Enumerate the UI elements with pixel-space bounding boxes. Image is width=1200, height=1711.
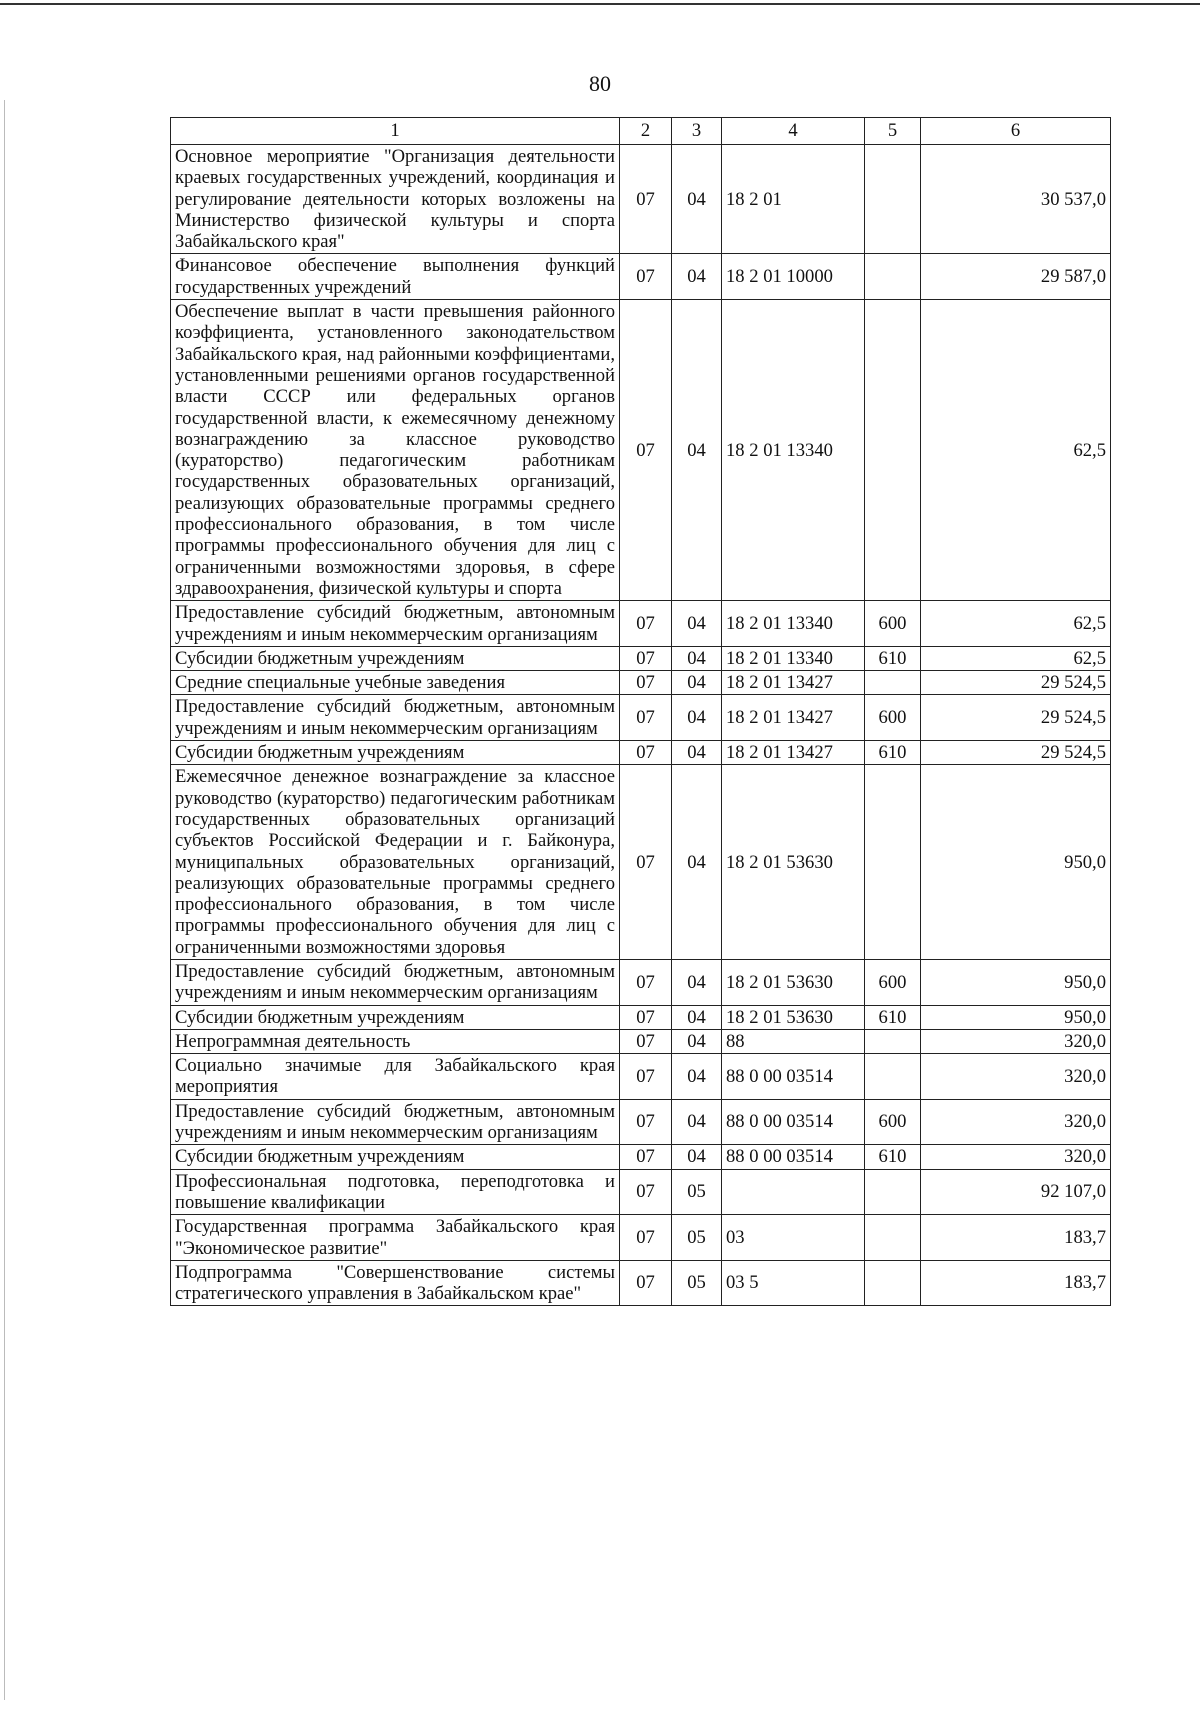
row-amount: 950,0 bbox=[921, 959, 1111, 1005]
row-subsection: 04 bbox=[672, 601, 722, 647]
row-target-code: 18 2 01 13427 bbox=[722, 671, 865, 695]
row-subsection: 04 bbox=[672, 145, 722, 254]
table-row bbox=[171, 646, 1111, 670]
row-amount: 183,7 bbox=[921, 1215, 1111, 1261]
row-section: 07 bbox=[620, 1260, 672, 1306]
row-target-code: 88 0 00 03514 bbox=[722, 1054, 865, 1100]
table-row bbox=[171, 1099, 1111, 1145]
row-amount: 62,5 bbox=[921, 601, 1111, 647]
row-subsection: 04 bbox=[672, 959, 722, 1005]
row-name: Предоставление субсидий бюджетным, автономным учреждениям и иным некоммерческим организациям bbox=[171, 959, 620, 1005]
row-amount: 30 537,0 bbox=[921, 145, 1111, 254]
header-col-3: 3 bbox=[672, 118, 722, 145]
row-amount: 29 524,5 bbox=[921, 695, 1111, 741]
row-section: 07 bbox=[620, 646, 672, 670]
row-section: 07 bbox=[620, 765, 672, 960]
row-subsection: 04 bbox=[672, 1029, 722, 1053]
row-name: Субсидии бюджетным учреждениям bbox=[171, 646, 620, 670]
row-section: 07 bbox=[620, 1215, 672, 1261]
table-row bbox=[171, 741, 1111, 765]
table-row bbox=[171, 1029, 1111, 1053]
row-target-code: 18 2 01 13427 bbox=[722, 741, 865, 765]
row-amount: 950,0 bbox=[921, 1005, 1111, 1029]
row-subsection: 04 bbox=[672, 695, 722, 741]
row-name: Ежемесячное денежное вознаграждение за классное руководство (кураторство) педагогическим работникам государственных образовательных организаций субъектов Российской Федерации и г. Байконура, муниципальных образовательных организаций, реализующих образовательные программы среднего профессионального образования, в том числе программы профессионального обучения для лиц с ограниченными возможностями здоровья bbox=[171, 765, 620, 960]
row-section: 07 bbox=[620, 741, 672, 765]
row-target-code: 18 2 01 bbox=[722, 145, 865, 254]
row-name: Подпрограмма "Совершенствование системы стратегического управления в Забайкальском крае" bbox=[171, 1260, 620, 1306]
row-subsection: 04 bbox=[672, 646, 722, 670]
row-name: Предоставление субсидий бюджетным, автономным учреждениям и иным некоммерческим организациям bbox=[171, 601, 620, 647]
row-section: 07 bbox=[620, 1005, 672, 1029]
row-section: 07 bbox=[620, 1145, 672, 1169]
row-amount: 320,0 bbox=[921, 1029, 1111, 1053]
row-amount: 62,5 bbox=[921, 646, 1111, 670]
row-expense-type: 600 bbox=[865, 1099, 921, 1145]
row-section: 07 bbox=[620, 1099, 672, 1145]
page-number: 80 bbox=[589, 71, 611, 96]
row-expense-type: 610 bbox=[865, 646, 921, 670]
row-expense-type bbox=[865, 300, 921, 601]
row-amount: 320,0 bbox=[921, 1145, 1111, 1169]
table-row bbox=[171, 254, 1111, 300]
row-name: Непрограммная деятельность bbox=[171, 1029, 620, 1053]
table-row bbox=[171, 1215, 1111, 1261]
row-subsection: 04 bbox=[672, 765, 722, 960]
row-amount: 62,5 bbox=[921, 300, 1111, 601]
table-row bbox=[171, 1145, 1111, 1169]
row-amount: 320,0 bbox=[921, 1099, 1111, 1145]
table-row bbox=[171, 300, 1111, 601]
header-col-4: 4 bbox=[722, 118, 865, 145]
row-expense-type bbox=[865, 1054, 921, 1100]
header-col-6: 6 bbox=[921, 118, 1111, 145]
row-subsection: 05 bbox=[672, 1260, 722, 1306]
scan-border-top bbox=[0, 3, 1200, 5]
row-section: 07 bbox=[620, 695, 672, 741]
row-expense-type bbox=[865, 145, 921, 254]
row-expense-type: 610 bbox=[865, 741, 921, 765]
row-name: Предоставление субсидий бюджетным, автономным учреждениям и иным некоммерческим организациям bbox=[171, 1099, 620, 1145]
row-expense-type bbox=[865, 1260, 921, 1306]
row-amount: 183,7 bbox=[921, 1260, 1111, 1306]
table-row bbox=[171, 765, 1111, 960]
table-row bbox=[171, 1169, 1111, 1215]
row-subsection: 04 bbox=[672, 1145, 722, 1169]
row-target-code: 88 bbox=[722, 1029, 865, 1053]
table-row bbox=[171, 601, 1111, 647]
row-subsection: 04 bbox=[672, 1054, 722, 1100]
row-section: 07 bbox=[620, 671, 672, 695]
row-amount: 92 107,0 bbox=[921, 1169, 1111, 1215]
row-target-code: 18 2 01 13340 bbox=[722, 300, 865, 601]
row-name: Субсидии бюджетным учреждениям bbox=[171, 1005, 620, 1029]
header-row bbox=[171, 118, 1111, 145]
row-target-code: 18 2 01 13340 bbox=[722, 601, 865, 647]
row-target-code: 03 bbox=[722, 1215, 865, 1261]
row-section: 07 bbox=[620, 959, 672, 1005]
row-name: Средние специальные учебные заведения bbox=[171, 671, 620, 695]
row-subsection: 04 bbox=[672, 300, 722, 601]
scan-border-left bbox=[4, 100, 5, 1700]
row-target-code: 18 2 01 13427 bbox=[722, 695, 865, 741]
table-row bbox=[171, 1005, 1111, 1029]
row-name: Профессиональная подготовка, переподготовка и повышение квалификации bbox=[171, 1169, 620, 1215]
row-target-code: 88 0 00 03514 bbox=[722, 1145, 865, 1169]
table-row bbox=[171, 959, 1111, 1005]
row-expense-type bbox=[865, 1169, 921, 1215]
row-amount: 29 587,0 bbox=[921, 254, 1111, 300]
row-subsection: 04 bbox=[672, 671, 722, 695]
row-expense-type: 600 bbox=[865, 959, 921, 1005]
row-target-code bbox=[722, 1169, 865, 1215]
row-subsection: 05 bbox=[672, 1169, 722, 1215]
row-section: 07 bbox=[620, 145, 672, 254]
row-amount: 29 524,5 bbox=[921, 671, 1111, 695]
row-section: 07 bbox=[620, 254, 672, 300]
row-section: 07 bbox=[620, 601, 672, 647]
row-section: 07 bbox=[620, 1169, 672, 1215]
row-section: 07 bbox=[620, 1054, 672, 1100]
budget-table bbox=[170, 117, 1111, 1306]
table-row bbox=[171, 1054, 1111, 1100]
row-expense-type bbox=[865, 1029, 921, 1053]
row-section: 07 bbox=[620, 300, 672, 601]
table-row bbox=[171, 671, 1111, 695]
row-name: Субсидии бюджетным учреждениям bbox=[171, 741, 620, 765]
row-amount: 320,0 bbox=[921, 1054, 1111, 1100]
row-name: Предоставление субсидий бюджетным, автономным учреждениям и иным некоммерческим организациям bbox=[171, 695, 620, 741]
row-expense-type bbox=[865, 765, 921, 960]
row-expense-type: 600 bbox=[865, 695, 921, 741]
header-col-1: 1 bbox=[171, 118, 620, 145]
row-name: Социально значимые для Забайкальского края мероприятия bbox=[171, 1054, 620, 1100]
row-target-code: 18 2 01 10000 bbox=[722, 254, 865, 300]
row-subsection: 04 bbox=[672, 1005, 722, 1029]
row-name: Субсидии бюджетным учреждениям bbox=[171, 1145, 620, 1169]
row-subsection: 04 bbox=[672, 254, 722, 300]
row-amount: 950,0 bbox=[921, 765, 1111, 960]
header-col-5: 5 bbox=[865, 118, 921, 145]
row-subsection: 05 bbox=[672, 1215, 722, 1261]
row-target-code: 18 2 01 53630 bbox=[722, 1005, 865, 1029]
row-expense-type: 610 bbox=[865, 1145, 921, 1169]
row-target-code: 18 2 01 13340 bbox=[722, 646, 865, 670]
header-col-2: 2 bbox=[620, 118, 672, 145]
row-expense-type bbox=[865, 254, 921, 300]
row-section: 07 bbox=[620, 1029, 672, 1053]
row-target-code: 03 5 bbox=[722, 1260, 865, 1306]
row-expense-type: 610 bbox=[865, 1005, 921, 1029]
row-target-code: 18 2 01 53630 bbox=[722, 959, 865, 1005]
row-subsection: 04 bbox=[672, 1099, 722, 1145]
table-row bbox=[171, 695, 1111, 741]
table-row bbox=[171, 145, 1111, 254]
row-name: Государственная программа Забайкальского края "Экономическое развитие" bbox=[171, 1215, 620, 1261]
row-expense-type bbox=[865, 671, 921, 695]
row-amount: 29 524,5 bbox=[921, 741, 1111, 765]
row-expense-type: 600 bbox=[865, 601, 921, 647]
row-name: Обеспечение выплат в части превышения районного коэффициента, установленного законодательством Забайкальского края, над районными коэффициентами, установленными решениями органов государственной власти СССР или федеральных органов государственной власти, к ежемесячному денежному вознаграждению за классное руководство (кураторство) педагогическим работникам государственных образовательных организаций, реализующих образовательные программы среднего профессионального образования, в том числе программы профессионального обучения для лиц с ограниченными возможностями здоровья, в сфере здравоохранения, физической культуры и спорта bbox=[171, 300, 620, 601]
table-row bbox=[171, 1260, 1111, 1306]
row-name: Финансовое обеспечение выполнения функций государственных учреждений bbox=[171, 254, 620, 300]
row-target-code: 18 2 01 53630 bbox=[722, 765, 865, 960]
row-name: Основное мероприятие "Организация деятельности краевых государственных учреждений, координация и регулирование деятельности которых возложены на Министерство физической культуры и спорта Забайкальского края" bbox=[171, 145, 620, 254]
row-target-code: 88 0 00 03514 bbox=[722, 1099, 865, 1145]
row-expense-type bbox=[865, 1215, 921, 1261]
row-subsection: 04 bbox=[672, 741, 722, 765]
